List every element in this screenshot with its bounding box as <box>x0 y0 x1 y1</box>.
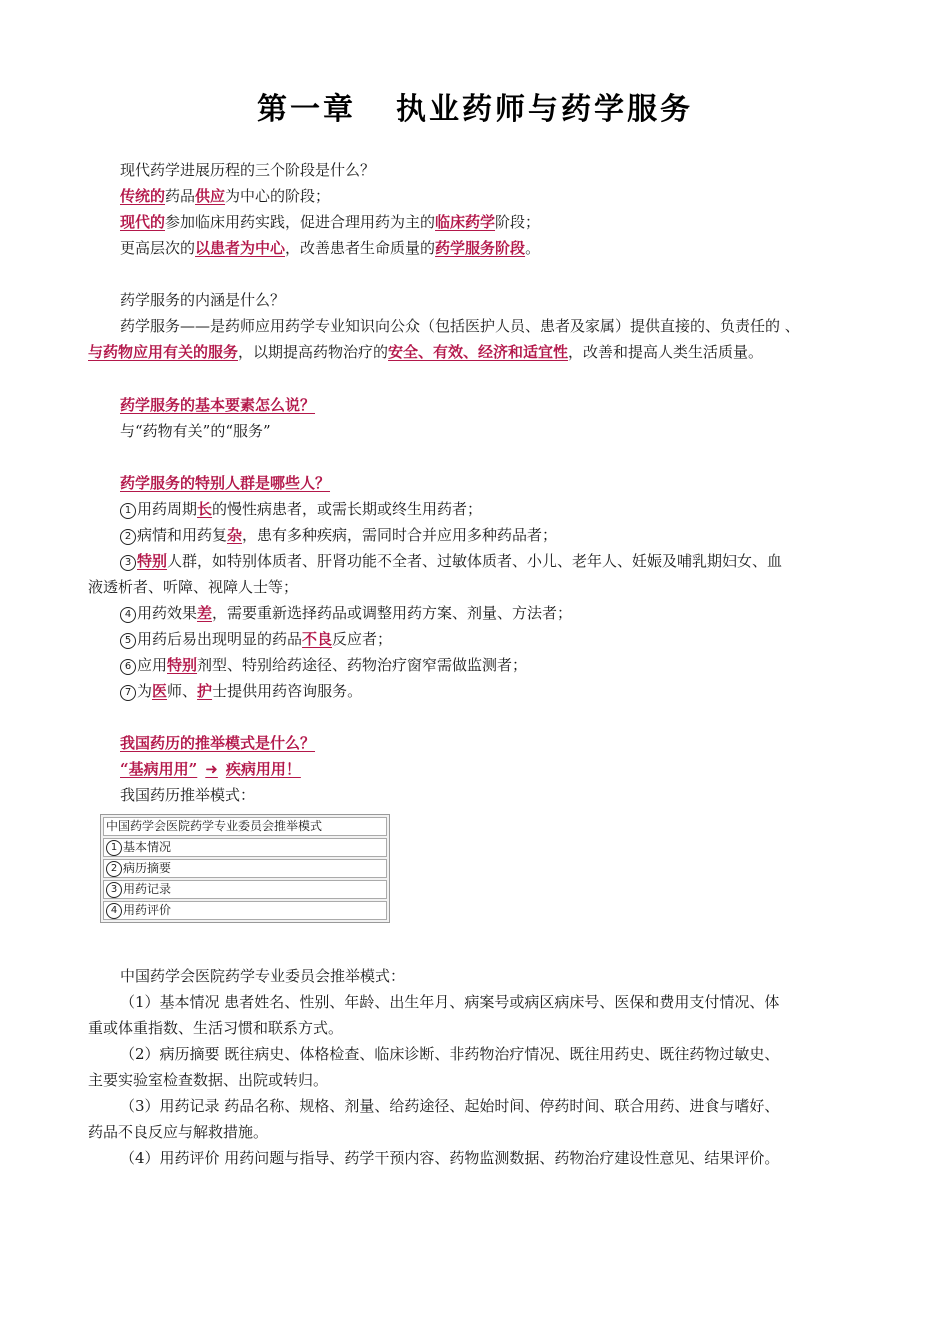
table-row: 2 病历摘要 <box>103 859 387 878</box>
record-intro: 我国药历推举模式： <box>120 786 256 804</box>
mode-detail-3: （3）用药记录 药品名称、规格、剂量、给药途径、起始时间、停药时间、联合用药、进食与嗜好、 <box>120 1097 780 1115</box>
elements-answer: 与“药物有关”的“服务” <box>120 422 271 440</box>
connotation-line-2: 与药物应用有关的服务，以期提高药物治疗的安全、有效、经济和适宜性，改善和提高人类生活质量。 <box>88 343 764 361</box>
special-item-5: 5 用药后易出现明显的药品不良反应者； <box>88 629 868 649</box>
chapter-number: 第一章 <box>257 92 356 127</box>
question-special-groups: 药学服务的特别人群是哪些人？ <box>120 474 331 492</box>
stage-higher: 更高层次的以患者为中心，改善患者生命质量的药学服务阶段。 <box>120 239 541 257</box>
mode-detail-2: （2）病历摘要 既往病史、体格检查、临床诊断、非药物治疗情况、既往用药史、既往药物过敏史、 <box>120 1045 780 1063</box>
mode-detail-1-cont: 重或体重指数、生活习惯和联系方式。 <box>88 1019 344 1037</box>
mode-detail-1: （1）基本情况 患者姓名、性别、年龄、出生年月、病案号或病区病床号、医保和费用支付情况、体 <box>120 993 780 1011</box>
stage-modern: 现代的参加临床用药实践，促进合理用药为主的临床药学阶段； <box>120 213 541 231</box>
question-record-mode: 我国药历的推举模式是什么？ <box>120 734 316 752</box>
mode-detail-2-cont: 主要实验室检查数据、出院或转归。 <box>88 1071 329 1089</box>
special-item-2: 2 病情和用药复杂，患有多种疾病，需同时合并应用多种药品者； <box>88 525 868 545</box>
question-connotation: 药学服务的内涵是什么？ <box>120 291 286 309</box>
question-elements: 药学服务的基本要素怎么说？ <box>120 396 316 414</box>
record-slogan: “基病用用” ➜ 疾病用用！ <box>120 760 301 778</box>
question-stages: 现代药学进展历程的三个阶段是什么？ <box>120 161 376 179</box>
special-item-1: 1 用药周期长的慢性病患者，或需长期或终生用药者； <box>88 499 868 519</box>
mode-detail-3-cont: 药品不良反应与解救措施。 <box>88 1123 269 1141</box>
special-item-3: 3 特别人群，如特别体质者、肝肾功能不全者、过敏体质者、小儿、老年人、妊娠及哺乳期妇女、血 <box>88 551 868 571</box>
chapter-title <box>0 84 950 128</box>
stage-traditional: 传统的药品供应为中心的阶段； <box>120 187 331 205</box>
table-row: 1 基本情况 <box>103 838 387 857</box>
record-mode-table <box>100 814 390 923</box>
mode-detail-heading: 中国药学会医院药学专业委员会推举模式： <box>120 967 406 985</box>
table-row: 3 用药记录 <box>103 880 387 899</box>
table-row: 4 用药评价 <box>103 901 387 920</box>
connotation-line-1: 药学服务——是药师应用药学专业知识向公众（包括医护人员、患者及家属）提供直接的、负责任的 、 <box>120 317 800 335</box>
special-item-6: 6 应用特别剂型、特别给药途径、药物治疗窗窄需做监测者； <box>88 655 868 675</box>
arrow-right-icon: ➜ <box>205 760 218 778</box>
special-item-3-cont: 液透析者、听障、视障人士等； <box>88 578 299 596</box>
special-item-4: 4 用药效果差，需要重新选择药品或调整用药方案、剂量、方法者； <box>88 603 868 623</box>
chapter-name: 执业药师与药学服务 <box>396 92 693 127</box>
mode-detail-4: （4）用药评价 用药问题与指导、药学干预内容、药物监测数据、药物治疗建设性意见、结果评价。 <box>120 1149 780 1167</box>
special-item-7: 7 为医师、护士提供用药咨询服务。 <box>88 681 868 701</box>
table-header: 中国药学会医院药学专业委员会推举模式 <box>103 817 387 836</box>
